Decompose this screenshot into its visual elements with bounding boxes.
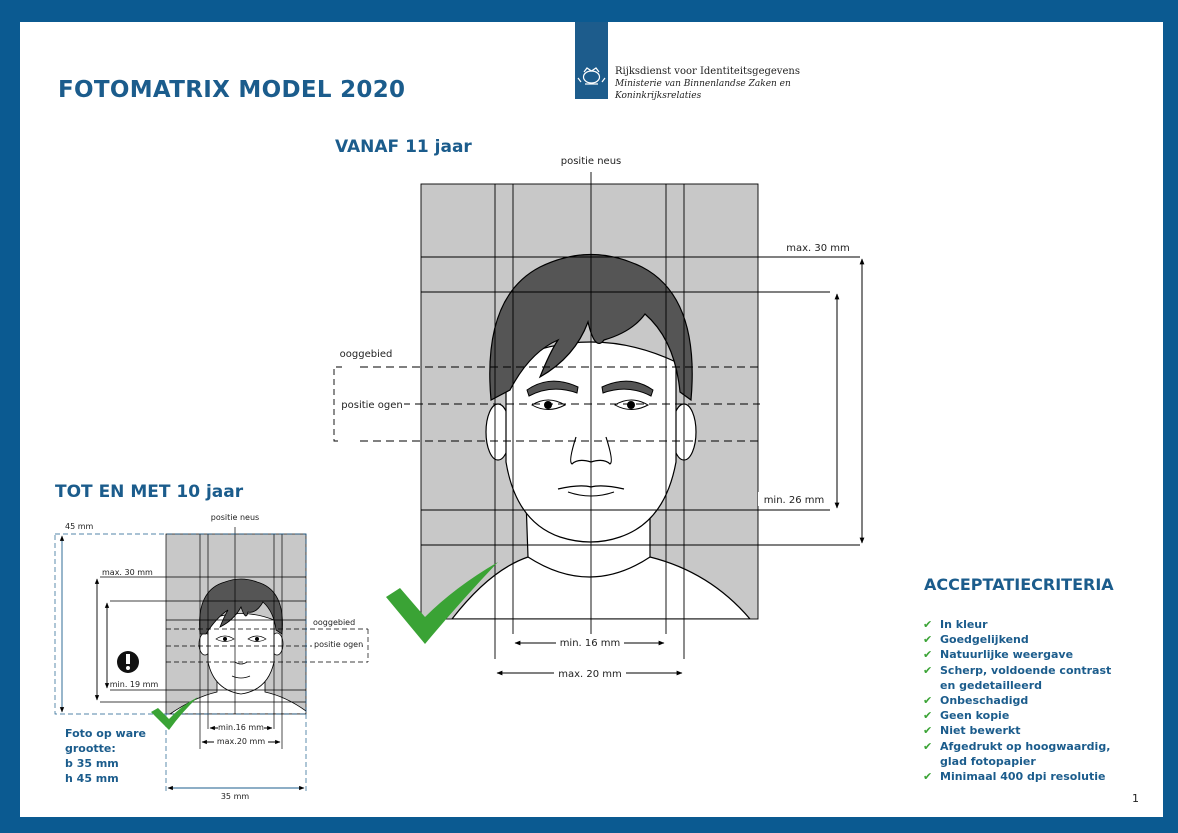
check-icon: ✔ bbox=[923, 770, 933, 784]
check-icon: ✔ bbox=[923, 633, 933, 647]
photo-size-line: Foto op ware bbox=[65, 727, 147, 740]
criteria-item: ✔ Scherp, voldoende contrast bbox=[923, 663, 1112, 677]
check-icon: ✔ bbox=[923, 724, 933, 738]
child-nose-label: positie neus bbox=[210, 513, 260, 522]
adult-min16-label: min. 16 mm bbox=[559, 638, 621, 649]
check-icon: ✔ bbox=[923, 618, 933, 631]
child-45mm-label: 45 mm bbox=[65, 522, 94, 531]
adult-eye-area-label: ooggebied bbox=[339, 349, 393, 360]
photo-size-line: grootte: bbox=[65, 742, 116, 755]
check-icon: ✔ bbox=[923, 663, 933, 677]
photo-size-note bbox=[65, 726, 175, 786]
adult-nose-label: positie neus bbox=[560, 156, 622, 167]
adult-heading: VANAF 11 jaar bbox=[335, 137, 472, 157]
page-number: 1 bbox=[1132, 792, 1139, 805]
adult-min26-label: min. 26 mm bbox=[763, 495, 825, 506]
criteria-item: ✔ Natuurlijke weergave bbox=[923, 648, 1074, 662]
logo-line-2: Ministerie van Binnenlandse Zaken en bbox=[615, 79, 791, 89]
photo-size-line: h 45 mm bbox=[65, 772, 119, 785]
criteria-item: ✔ Afgedrukt op hoogwaardig, bbox=[923, 739, 1111, 753]
criteria-list bbox=[923, 617, 1111, 784]
criteria-item: ✔ In kleur bbox=[923, 618, 988, 631]
criteria-item-continued: glad fotopapier bbox=[940, 754, 1036, 768]
child-min16-label: min.16 mm bbox=[218, 723, 264, 732]
criteria-item: ✔ Minimaal 400 dpi resolutie bbox=[923, 770, 1106, 784]
child-max30-label: max. 30 mm bbox=[102, 568, 153, 577]
adult-photo bbox=[334, 156, 862, 680]
check-icon: ✔ bbox=[923, 648, 933, 662]
check-icon: ✔ bbox=[923, 709, 933, 723]
exclamation-icon bbox=[117, 651, 139, 673]
criteria-title: ACCEPTATIECRITERIA bbox=[924, 575, 1114, 594]
check-icon: ✔ bbox=[923, 739, 933, 753]
logo-line-3: Koninkrijksrelaties bbox=[615, 91, 702, 101]
child-heading: TOT EN MET 10 jaar bbox=[55, 482, 244, 502]
child-35mm-label: 35 mm bbox=[220, 792, 250, 801]
criteria-item: ✔ Goedgelijkend bbox=[923, 633, 1029, 647]
page-title: FOTOMATRIX MODEL 2020 bbox=[58, 77, 406, 103]
adult-max30-label: max. 30 mm bbox=[786, 243, 850, 254]
check-icon: ✔ bbox=[923, 694, 933, 708]
criteria-item: ✔ Niet bewerkt bbox=[923, 724, 1021, 738]
child-min19-label: min. 19 mm bbox=[109, 680, 159, 689]
logo-line-1: Rijksdienst voor Identiteitsgegevens bbox=[615, 66, 800, 77]
page bbox=[20, 22, 1163, 817]
child-eye-position-label: positie ogen bbox=[314, 640, 364, 649]
adult-eye-position-label: positie ogen bbox=[341, 400, 403, 411]
child-max20-label: max.20 mm bbox=[216, 737, 266, 746]
adult-max20-label: max. 20 mm bbox=[558, 669, 622, 680]
criteria-item: ✔ Onbeschadigd bbox=[923, 694, 1029, 708]
child-eye-area-label: ooggebied bbox=[313, 618, 356, 627]
criteria-item: ✔ Geen kopie bbox=[923, 709, 1010, 723]
criteria-item-continued: en gedetailleerd bbox=[940, 678, 1043, 692]
photo-size-line: b 35 mm bbox=[65, 757, 119, 770]
